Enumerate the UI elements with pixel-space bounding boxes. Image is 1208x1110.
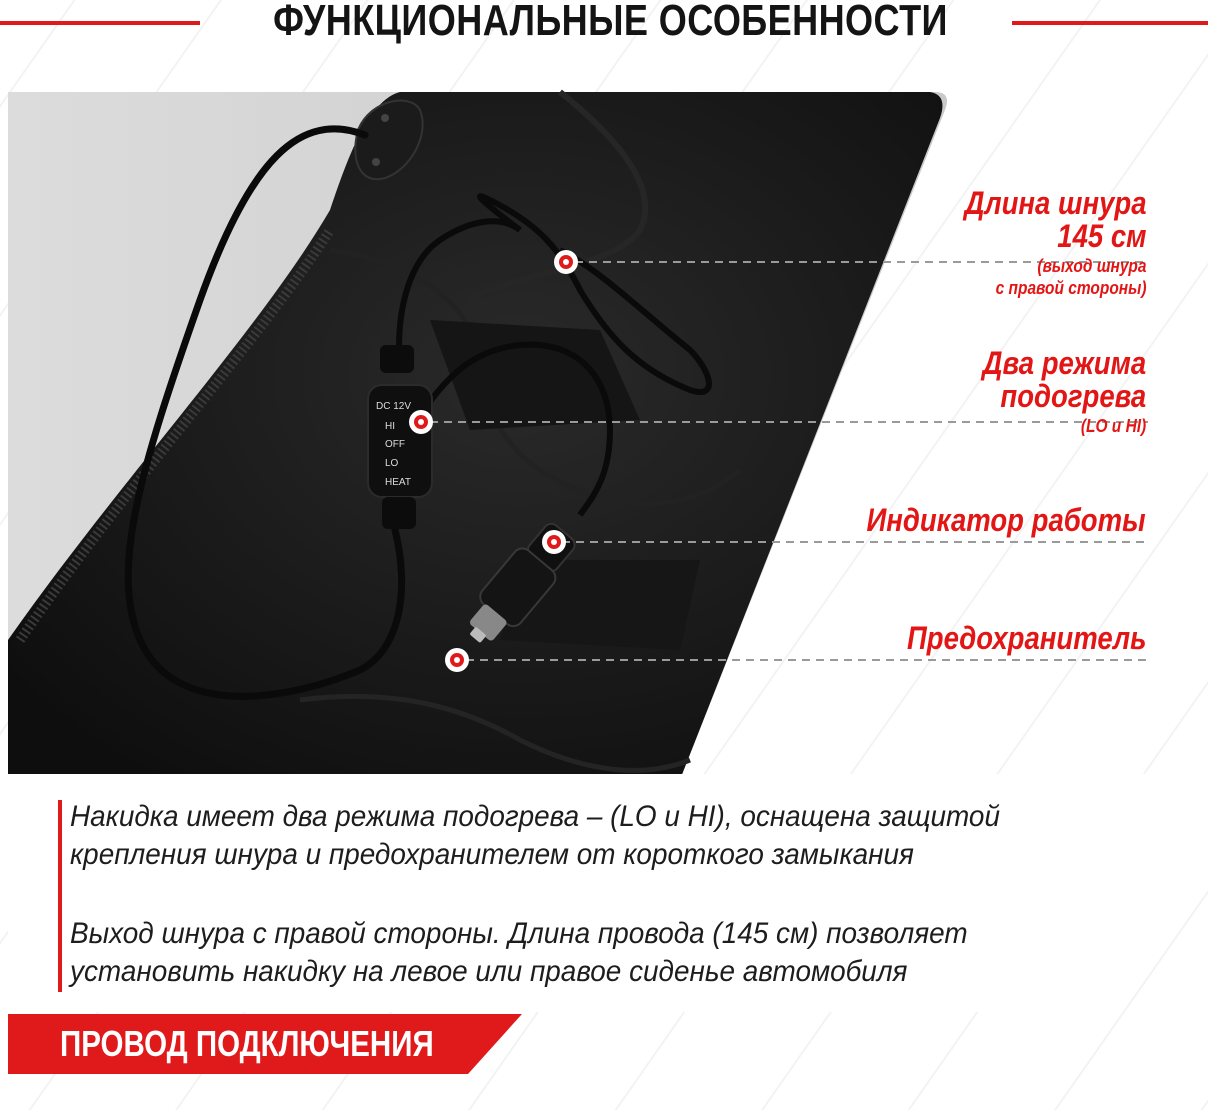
feature-title: Предохранитель: [906, 620, 1146, 656]
feature-cord-length: [935, 187, 1147, 299]
rivet-icon: [372, 158, 380, 166]
rivet-icon: [381, 114, 389, 122]
feature-title: Длина шнура: [964, 185, 1146, 221]
feature-note: (выход шнура: [1036, 256, 1146, 276]
controller-label: HEAT: [385, 477, 411, 488]
feature-title: 145 см: [1056, 218, 1146, 254]
description-line: установить накидку на левое или правое сиденье автомобиля: [70, 955, 908, 988]
marker-dot-icon: [445, 648, 469, 672]
accent-bar: [58, 800, 62, 992]
controller-label: LO: [385, 458, 399, 469]
feature-title: Индикатор работы: [866, 502, 1146, 538]
controller-label: DC 12V: [376, 401, 412, 412]
description-line: крепления шнура и предохранителем от короткого замыкания: [70, 838, 914, 871]
controller-label: OFF: [385, 439, 405, 450]
description-line: Выход шнура с правой стороны. Длина провода (145 см) позволяет: [70, 917, 968, 950]
description-line: Накидка имеет два режима подогрева – (LO и HI), оснащена защитой: [70, 800, 1000, 833]
feature-indicator: [821, 504, 1146, 537]
description-paragraph: [70, 798, 1056, 874]
page-title: ФУНКЦИОНАЛЬНЫЕ ОСОБЕННОСТИ: [273, 0, 948, 45]
controller-label: HI: [385, 421, 395, 432]
feature-title: Два режима: [982, 345, 1146, 381]
feature-heating-modes: [956, 347, 1146, 437]
feature-title: подогрева: [1000, 378, 1146, 414]
marker-dot-icon: [554, 250, 578, 274]
feature-note: с правой стороны): [995, 278, 1146, 298]
feature-note: (LO и HI): [1080, 416, 1146, 436]
marker-dot-icon: [409, 410, 433, 434]
section-label: ПРОВОД ПОДКЛЮЧЕНИЯ: [60, 1023, 434, 1064]
marker-dot-icon: [542, 530, 566, 554]
description-paragraph: [70, 915, 1056, 991]
feature-fuse: [868, 622, 1146, 655]
